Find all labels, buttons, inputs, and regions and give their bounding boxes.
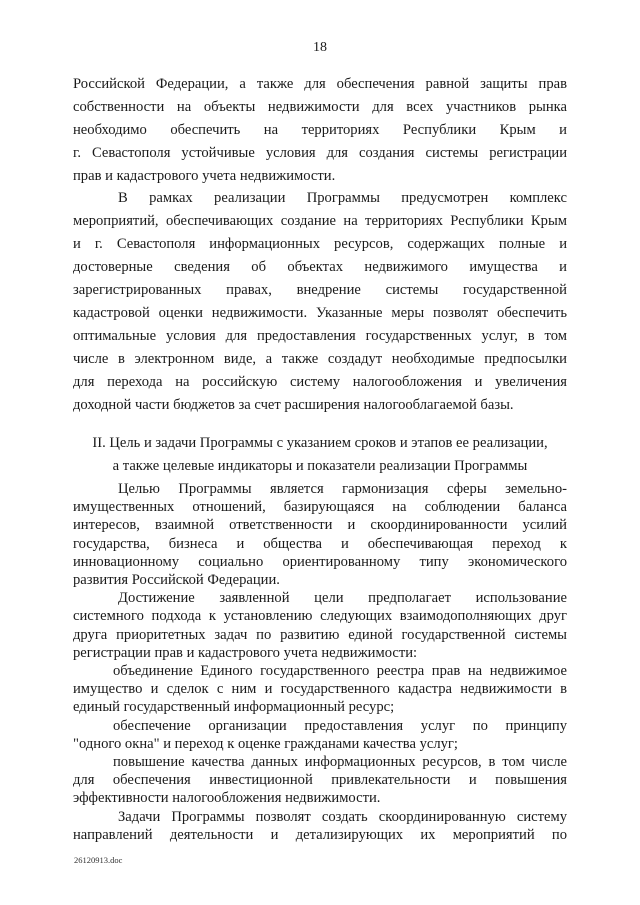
text-line: В рамках реализации Программы предусмотрен комплекс	[118, 190, 567, 206]
section-heading: II. Цель и задачи Программы с указанием сроков и этапов ее реализации,	[92, 435, 548, 451]
text-line: инновационному социально ориентированному типу экономического	[73, 553, 567, 570]
text-line: Достижение заявленной цели предполагает использование	[118, 590, 567, 607]
text-line: регистрации прав и кадастрового учета недвижимости:	[73, 644, 418, 661]
text-line: "одного окна" и переход к оценке гражданами качества услуг;	[73, 735, 458, 752]
text-line: и г. Севастополя информационных ресурсов, содержащих полные и	[73, 236, 567, 252]
list-item: обеспечение организации предоставления услуг по принципу	[113, 717, 567, 734]
text-line: Задачи Программы позволят создать скоординированную систему	[118, 808, 567, 825]
text-line: единый государственный информационный ресурс;	[73, 699, 395, 716]
list-item: объединение Единого государственного реестра прав на недвижимое	[113, 663, 567, 679]
text-line: оптимальные условия для предоставления государственных услуг, в том	[73, 328, 567, 344]
text-line: друга приоритетных задач по развитию единой государственной системы	[73, 626, 567, 643]
text-line: Целью Программы является гармонизация сферы земельно-	[118, 481, 567, 497]
document-filename: 26120913.doc	[74, 855, 123, 865]
text-line: для обеспечения инвестиционной привлекательности и повышения	[73, 772, 567, 789]
text-line: эффективности налогообложения недвижимости.	[73, 790, 381, 807]
text-line: необходимо обеспечить на территориях Республики Крым и	[73, 122, 567, 138]
text-line: зарегистрированных правах, внедрение системы государственной	[73, 282, 567, 298]
text-line: направлений деятельности и детализирующих их мероприятий по	[73, 826, 567, 843]
text-line: развития Российской Федерации.	[73, 572, 280, 588]
text-line: системного подхода к установлению следующих взаимодополняющих друг	[73, 608, 567, 625]
text-line: государства, бизнеса и общества и обеспечивающая переход к	[73, 535, 567, 552]
text-line: доходной части бюджетов за счет расширения налогооблагаемой базы.	[73, 397, 514, 413]
text-line: г. Севастополя устойчивые условия для создания системы регистрации	[73, 145, 567, 161]
list-item: повышение качества данных информационных ресурсов, в том числе	[113, 754, 567, 770]
text-line: мероприятий, обеспечивающих создание на территориях Республики Крым	[73, 213, 567, 229]
text-line: для перехода на российскую систему налогообложения и увеличения	[73, 374, 567, 390]
text-line: имущественных отношений, базирующаяся на соблюдении баланса	[73, 499, 567, 516]
text-line: собственности на объекты недвижимости для всех участников рынка	[73, 99, 567, 115]
text-line: числе в электронном виде, а также создадут необходимые предпосылки	[73, 351, 567, 367]
text-line: интересов, взаимной ответственности и скоординированности усилий	[73, 517, 567, 534]
text-line: имущество и сделок с ним и государственного кадастра недвижимости в	[73, 681, 567, 698]
text-line: Российской Федерации, а также для обеспечения равной защиты прав	[73, 76, 567, 92]
text-line: кадастровой оценки недвижимости. Указанные меры позволят обеспечить	[73, 305, 567, 321]
text-line: достоверные сведения об объектах недвижимого имущества и	[73, 259, 567, 275]
page-number: 18	[313, 40, 327, 55]
text-line: прав и кадастрового учета недвижимости.	[73, 168, 336, 184]
section-heading: а также целевые индикаторы и показатели реализации Программы	[112, 458, 528, 474]
